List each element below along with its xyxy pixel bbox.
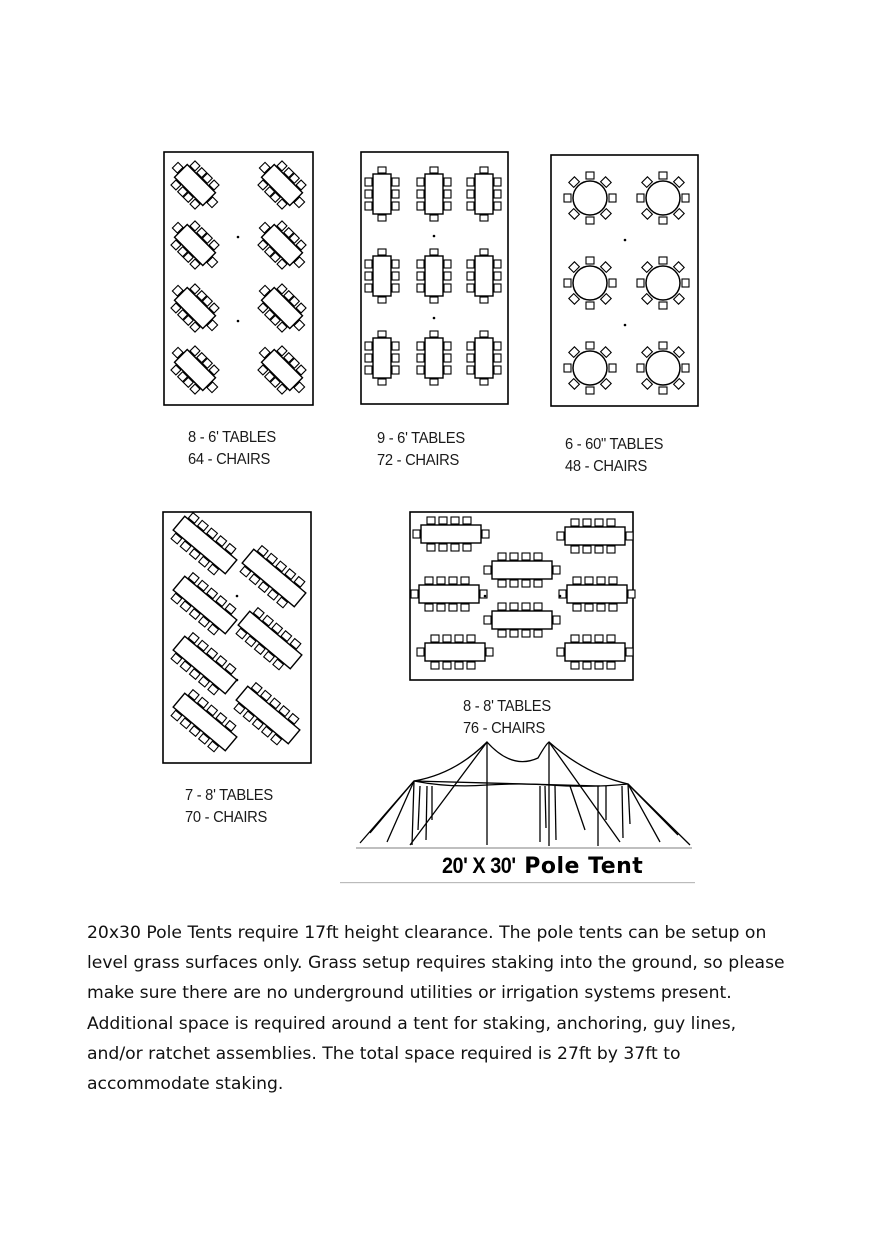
tent-pole-marker [624, 324, 627, 327]
tent-pole-marker [236, 679, 239, 682]
layout-3-chairs: 48 - CHAIRS [565, 458, 648, 475]
tent-pole-marker [559, 595, 562, 598]
layout-1-tables: 8 - 6' TABLES [188, 429, 276, 446]
layout-2-tables: 9 - 6' TABLES [377, 430, 465, 447]
layout-4-label [185, 785, 273, 829]
tent-type: Pole Tent [524, 854, 644, 879]
layout-4-chairs: 70 - CHAIRS [185, 809, 268, 826]
layout-5-label [463, 696, 551, 740]
layout-4-floorplan [163, 510, 311, 763]
layout-3-tables: 6 - 60" TABLES [565, 436, 664, 453]
layout-4-tables: 7 - 8' TABLES [185, 787, 273, 804]
layout-1-floorplan [163, 152, 314, 405]
tent-pole-marker [624, 239, 627, 242]
tent-pole-marker [433, 317, 436, 320]
layout-3-label [565, 434, 663, 478]
caption-underline [340, 882, 695, 883]
tent-pole-marker [433, 235, 436, 238]
layout-2-chairs: 72 - CHAIRS [377, 452, 460, 469]
tent-pole-marker [237, 236, 240, 239]
layout-5-tables: 8 - 8' TABLES [463, 698, 551, 715]
layout-1-chairs: 64 - CHAIRS [188, 451, 271, 468]
tent-pole-marker [237, 320, 240, 323]
layout-5-chairs: 76 - CHAIRS [463, 720, 546, 737]
layout-2-label [377, 428, 465, 472]
tent-caption [442, 853, 643, 879]
tent-size: 20' X 30' [442, 853, 516, 878]
layout-1-label [188, 427, 276, 471]
layout-3-floorplan [551, 155, 698, 406]
layout-5-floorplan [410, 512, 635, 680]
pole-tent-illustration [356, 742, 692, 848]
layout-2-floorplan [361, 152, 508, 404]
tent-requirements-text: 20x30 Pole Tents require 17ft height clearance. The pole tents can be setup on level grass surfaces only. Grass setup requires staking into the ground, so please make sure there are no underground utilities or irrigation systems present. Additional space is required around a tent for staking, anchoring, guy lines, and/or ratchet assemblies. The total space required is 27ft by 37ft to accommodate staking. [87, 923, 785, 1095]
tent-pole-marker [236, 595, 239, 598]
tent-pole-marker [484, 595, 487, 598]
